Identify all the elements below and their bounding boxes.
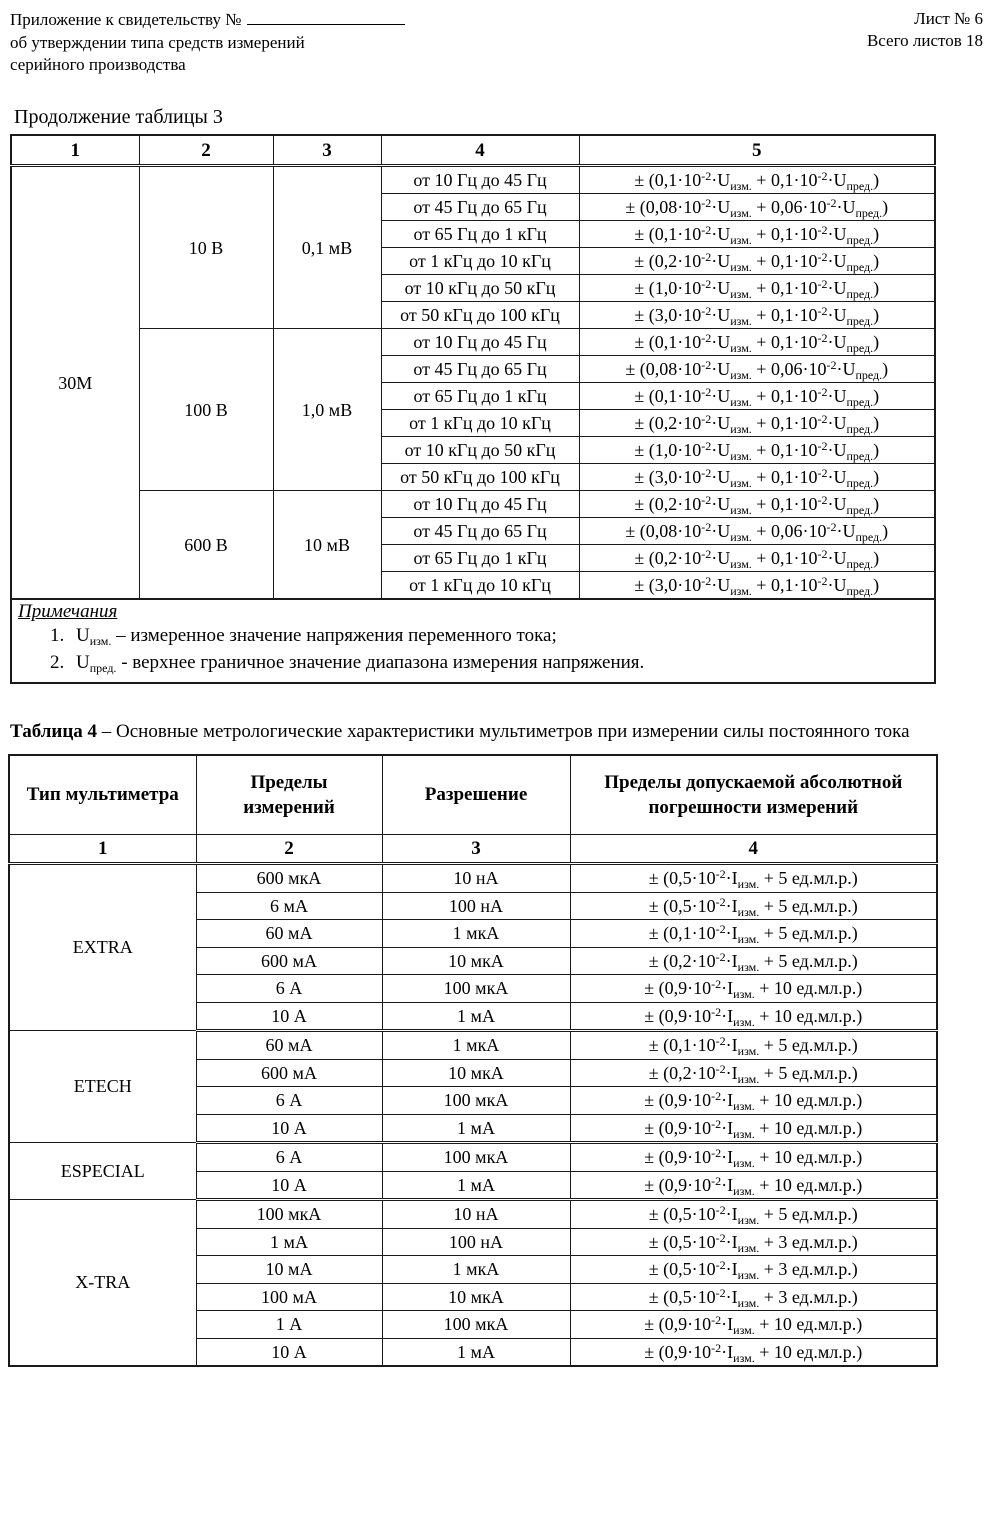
resolution-cell: 10 мВ: [273, 491, 381, 600]
measure-limit-cell: 10 А: [196, 1171, 382, 1200]
table4-row: [9, 1031, 937, 1060]
frequency-range-cell: от 45 Гц до 65 Гц: [381, 194, 579, 221]
notes-label: Примечания: [18, 601, 118, 623]
resolution-cell: 1 мкА: [382, 1256, 570, 1284]
frequency-range-cell: от 45 Гц до 65 Гц: [381, 356, 579, 383]
frequency-range-cell: от 65 Гц до 1 кГц: [381, 221, 579, 248]
resolution-cell: 1 мкА: [382, 1031, 570, 1060]
resolution-cell: 1 мкА: [382, 920, 570, 948]
table3-column-number-row: [11, 135, 935, 166]
measure-range-cell: 100 В: [139, 329, 273, 491]
table4-row: [9, 1143, 937, 1172]
error-limit-cell: ± $(0,2\cdot 10^{-2}\cdot U_{изм.} + 0,1\cdot 10^{-2}\cdot U_{пред.})$: [579, 491, 935, 518]
frequency-range-cell: от 10 Гц до 45 Гц: [381, 166, 579, 194]
table4-caption: [10, 718, 955, 747]
error-limit-cell: ± ($0,9\cdot 10^{-2}\cdot I_{изм.} + 10$ ед.мл.р.): [570, 975, 937, 1003]
error-limit-cell: ± $(1,0\cdot 10^{-2}\cdot U_{изм.} + 0,1\cdot 10^{-2}\cdot U_{пред.})$: [579, 437, 935, 464]
table4-header-type: Тип мультиметра: [9, 755, 196, 835]
measure-range-cell: 10 В: [139, 166, 273, 329]
error-limit-cell: ± $(1,0\cdot 10^{-2}\cdot U_{изм.} + 0,1\cdot 10^{-2}\cdot U_{пред.})$: [579, 275, 935, 302]
header-line-serial: серийного производства: [10, 55, 186, 75]
table4-col-number-4: 4: [570, 835, 937, 864]
frequency-range-cell: от 1 кГц до 10 кГц: [381, 410, 579, 437]
measure-limit-cell: 100 мкА: [196, 1200, 382, 1229]
note-1-text: $U_{изм.}$ – измеренное значение напряжения переменного тока;: [76, 625, 557, 649]
resolution-cell: 1 мА: [382, 1002, 570, 1031]
measure-limit-cell: 6 А: [196, 1143, 382, 1172]
error-limit-cell: ± ($0,9\cdot 10^{-2}\cdot I_{изм.} + 10$ ед.мл.р.): [570, 1171, 937, 1200]
error-limit-cell: ± ($0,2\cdot 10^{-2}\cdot I_{изм.} + 5$ ед.мл.р.): [570, 947, 937, 975]
frequency-range-cell: от 10 Гц до 45 Гц: [381, 491, 579, 518]
measure-limit-cell: 6 мА: [196, 892, 382, 920]
error-limit-cell: ± $(0,1\cdot 10^{-2}\cdot U_{изм.} + 0,1\cdot 10^{-2}\cdot U_{пред.})$: [579, 166, 935, 194]
table4-header-error: Пределы допускаемой абсолютной погрешности измерений: [570, 755, 937, 835]
measure-limit-cell: 10 А: [196, 1114, 382, 1143]
multimeter-type-cell: X-TRA: [9, 1200, 196, 1367]
table3: [10, 134, 936, 683]
note-item-1: [18, 623, 926, 649]
error-limit-cell: ± ($0,5\cdot 10^{-2}\cdot I_{изм.} + 5$ ед.мл.р.): [570, 864, 937, 893]
error-limit-cell: ± $(3,0\cdot 10^{-2}\cdot U_{изм.} + 0,1\cdot 10^{-2}\cdot U_{пред.})$: [579, 572, 935, 600]
table4-row: [9, 1200, 937, 1229]
table4-caption-label: Таблица 4: [10, 720, 98, 742]
resolution-cell: 100 мкА: [382, 975, 570, 1003]
frequency-range-cell: от 10 Гц до 45 Гц: [381, 329, 579, 356]
error-limit-cell: ± $(0,2\cdot 10^{-2}\cdot U_{изм.} + 0,1\cdot 10^{-2}\cdot U_{пред.})$: [579, 545, 935, 572]
error-limit-cell: ± $(0,1\cdot 10^{-2}\cdot U_{изм.} + 0,1\cdot 10^{-2}\cdot U_{пред.})$: [579, 329, 935, 356]
table3-col-number-4: 4: [381, 135, 579, 166]
error-limit-cell: ± $(0,08\cdot 10^{-2}\cdot U_{изм.} + 0,06\cdot 10^{-2}\cdot U_{пред.})$: [579, 518, 935, 545]
frequency-range-cell: от 1 кГц до 10 кГц: [381, 248, 579, 275]
frequency-range-cell: от 10 кГц до 50 кГц: [381, 275, 579, 302]
measure-limit-cell: 600 мА: [196, 1059, 382, 1087]
resolution-cell: 10 мкА: [382, 1283, 570, 1311]
error-limit-cell: ± $(0,2\cdot 10^{-2}\cdot U_{изм.} + 0,1\cdot 10^{-2}\cdot U_{пред.})$: [579, 248, 935, 275]
sheet-number: Лист № 6: [914, 9, 983, 28]
frequency-range-cell: от 45 Гц до 65 Гц: [381, 518, 579, 545]
table4-caption-text: – Основные метрологические характеристики мультиметров при измерении силы постоянного тока: [97, 720, 910, 742]
error-limit-cell: ± ($0,5\cdot 10^{-2}\cdot I_{изм.} + 3$ ед.мл.р.): [570, 1228, 937, 1256]
frequency-range-cell: от 65 Гц до 1 кГц: [381, 545, 579, 572]
table4-col-number-3: 3: [382, 835, 570, 864]
error-limit-cell: ± ($0,5\cdot 10^{-2}\cdot I_{изм.} + 5$ ед.мл.р.): [570, 892, 937, 920]
error-limit-cell: ± ($0,5\cdot 10^{-2}\cdot I_{изм.} + 5$ ед.мл.р.): [570, 1200, 937, 1229]
table3-notes-row: [11, 599, 935, 682]
table3-col-number-1: 1: [11, 135, 139, 166]
table4-col-number-1: 1: [9, 835, 196, 864]
resolution-cell: 100 мкА: [382, 1143, 570, 1172]
resolution-cell: 10 мкА: [382, 947, 570, 975]
table4-header-row: [9, 755, 937, 835]
total-sheets: Всего листов 18: [866, 31, 983, 51]
measure-limit-cell: 10 А: [196, 1002, 382, 1031]
table3-row: [11, 491, 935, 518]
measure-limit-cell: 600 мкА: [196, 864, 382, 893]
resolution-cell: 100 мкА: [382, 1311, 570, 1339]
measure-limit-cell: 100 мА: [196, 1283, 382, 1311]
error-limit-cell: ± ($0,9\cdot 10^{-2}\cdot I_{изм.} + 10$ ед.мл.р.): [570, 1087, 937, 1115]
page-header-right: [867, 8, 983, 53]
error-limit-cell: ± $(0,1\cdot 10^{-2}\cdot U_{изм.} + 0,1\cdot 10^{-2}\cdot U_{пред.})$: [579, 383, 935, 410]
multimeter-type-cell: EXTRA: [9, 864, 196, 1031]
multimeter-type-cell: ESPECIAL: [9, 1143, 196, 1200]
resolution-cell: 10 нА: [382, 1200, 570, 1229]
resolution-cell: 100 мкА: [382, 1087, 570, 1115]
measure-limit-cell: 600 мА: [196, 947, 382, 975]
table3-notes: [11, 599, 935, 682]
error-limit-cell: ± ($0,5\cdot 10^{-2}\cdot I_{изм.} + 3$ ед.мл.р.): [570, 1256, 937, 1284]
measure-limit-cell: 10 мА: [196, 1256, 382, 1284]
multimeter-type-cell: ETECH: [9, 1031, 196, 1143]
error-limit-cell: ± $(0,08\cdot 10^{-2}\cdot U_{изм.} + 0,06\cdot 10^{-2}\cdot U_{пред.})$: [579, 356, 935, 383]
error-limit-cell: ± $(3,0\cdot 10^{-2}\cdot U_{изм.} + 0,1\cdot 10^{-2}\cdot U_{пред.})$: [579, 464, 935, 491]
resolution-cell: 100 нА: [382, 1228, 570, 1256]
resolution-cell: 1 мА: [382, 1338, 570, 1366]
resolution-cell: 0,1 мВ: [273, 166, 381, 329]
table4: [8, 754, 938, 1367]
note-2-number: 2.: [50, 651, 65, 673]
note-2-text: $U_{пред.}$ - верхнее граничное значение диапазона измерения напряжения.: [76, 651, 645, 675]
table3-col-number-3: 3: [273, 135, 381, 166]
resolution-cell: 1,0 мВ: [273, 329, 381, 491]
note-item-2: [18, 650, 926, 676]
error-limit-cell: ± ($0,9\cdot 10^{-2}\cdot I_{изм.} + 10$ ед.мл.р.): [570, 1311, 937, 1339]
frequency-range-cell: от 50 кГц до 100 кГц: [381, 464, 579, 491]
measure-limit-cell: 60 мА: [196, 920, 382, 948]
resolution-cell: 1 мА: [382, 1114, 570, 1143]
note-1-number: 1.: [50, 625, 65, 647]
error-limit-cell: ± ($0,9\cdot 10^{-2}\cdot I_{изм.} + 10$ ед.мл.р.): [570, 1002, 937, 1031]
measure-limit-cell: 6 А: [196, 1087, 382, 1115]
error-limit-cell: ± ($0,9\cdot 10^{-2}\cdot I_{изм.} + 10$ ед.мл.р.): [570, 1114, 937, 1143]
table3-row: [11, 166, 935, 194]
table3-row: [11, 329, 935, 356]
resolution-cell: 100 нА: [382, 892, 570, 920]
resolution-cell: 10 мкА: [382, 1059, 570, 1087]
error-limit-cell: ± ($0,5\cdot 10^{-2}\cdot I_{изм.} + 3$ ед.мл.р.): [570, 1283, 937, 1311]
multimeter-type-cell: 30М: [11, 166, 139, 600]
measure-range-cell: 600 В: [139, 491, 273, 600]
table3-col-number-2: 2: [139, 135, 273, 166]
error-limit-cell: ± ($0,1\cdot 10^{-2}\cdot I_{изм.} + 5$ ед.мл.р.): [570, 1031, 937, 1060]
error-limit-cell: ± $(0,1\cdot 10^{-2}\cdot U_{изм.} + 0,1\cdot 10^{-2}\cdot U_{пред.})$: [579, 221, 935, 248]
frequency-range-cell: от 1 кГц до 10 кГц: [381, 572, 579, 600]
error-limit-cell: ± ($0,2\cdot 10^{-2}\cdot I_{изм.} + 5$ ед.мл.р.): [570, 1059, 937, 1087]
error-limit-cell: ± $(0,2\cdot 10^{-2}\cdot U_{изм.} + 0,1\cdot 10^{-2}\cdot U_{пред.})$: [579, 410, 935, 437]
header-appendix-text: Приложение к свидетельству №: [10, 10, 242, 30]
error-limit-cell: ± ($0,1\cdot 10^{-2}\cdot I_{изм.} + 5$ ед.мл.р.): [570, 920, 937, 948]
error-limit-cell: ± $(0,08\cdot 10^{-2}\cdot U_{изм.} + 0,06\cdot 10^{-2}\cdot U_{пред.})$: [579, 194, 935, 221]
header-line-approval: об утверждении типа средств измерений: [10, 32, 305, 52]
resolution-cell: 10 нА: [382, 864, 570, 893]
table4-header-limits: Пределы измерений: [196, 755, 382, 835]
certificate-number-blank: [247, 8, 405, 25]
table3-col-number-5: 5: [579, 135, 935, 166]
header-line-appendix: [10, 8, 405, 32]
page-header: [0, 8, 995, 76]
frequency-range-cell: от 10 кГц до 50 кГц: [381, 437, 579, 464]
measure-limit-cell: 10 А: [196, 1338, 382, 1366]
table3-caption: Продолжение таблицы 3: [14, 106, 223, 129]
measure-limit-cell: 1 А: [196, 1311, 382, 1339]
table4-row: [9, 864, 937, 893]
frequency-range-cell: от 65 Гц до 1 кГц: [381, 383, 579, 410]
table4-header-resolution: Разрешение: [382, 755, 570, 835]
measure-limit-cell: 6 А: [196, 975, 382, 1003]
page-header-left: [10, 8, 405, 76]
frequency-range-cell: от 50 кГц до 100 кГц: [381, 302, 579, 329]
table4-column-number-row: [9, 835, 937, 864]
error-limit-cell: ± ($0,9\cdot 10^{-2}\cdot I_{изм.} + 10$ ед.мл.р.): [570, 1143, 937, 1172]
error-limit-cell: ± ($0,9\cdot 10^{-2}\cdot I_{изм.} + 10$ ед.мл.р.): [570, 1338, 937, 1366]
measure-limit-cell: 60 мА: [196, 1031, 382, 1060]
error-limit-cell: ± $(3,0\cdot 10^{-2}\cdot U_{изм.} + 0,1\cdot 10^{-2}\cdot U_{пред.})$: [579, 302, 935, 329]
measure-limit-cell: 1 мА: [196, 1228, 382, 1256]
resolution-cell: 1 мА: [382, 1171, 570, 1200]
table4-col-number-2: 2: [196, 835, 382, 864]
